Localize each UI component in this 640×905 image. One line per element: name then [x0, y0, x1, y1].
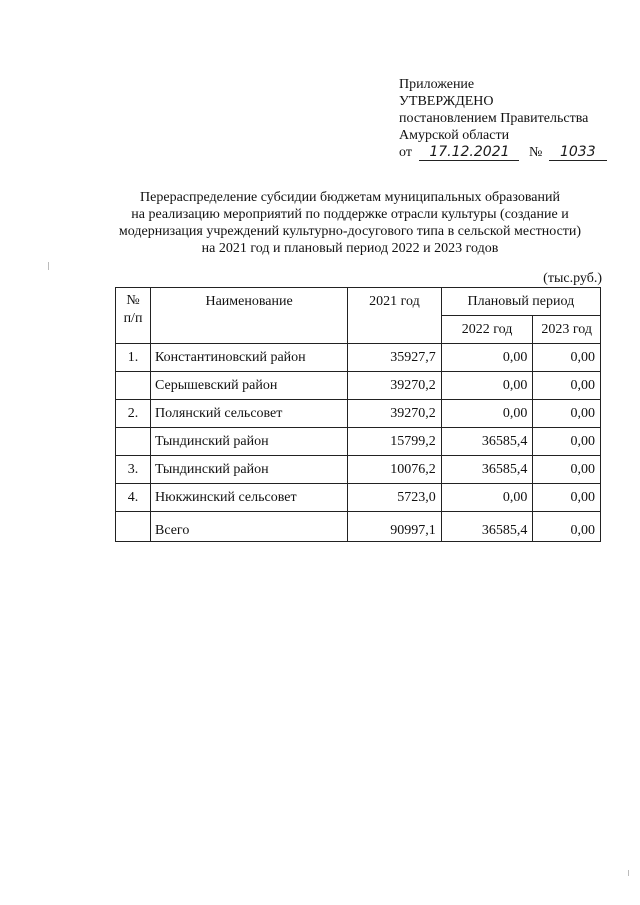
unit-label: (тыс.руб.) [543, 271, 602, 286]
handwritten-date: 17.12.2021 [419, 145, 519, 161]
row-num [116, 372, 151, 400]
row-2021: 5723,0 [348, 484, 442, 512]
total-2022: 36585,4 [441, 512, 533, 542]
row-2022: 0,00 [441, 484, 533, 512]
title-line-4: на 2021 год и плановый период 2022 и 2023 годов [201, 241, 499, 256]
total-2021: 90997,1 [348, 512, 442, 542]
table-row [116, 344, 601, 372]
table-row [116, 456, 601, 484]
row-2023: 0,00 [533, 372, 601, 400]
row-num: 3. [116, 456, 151, 484]
row-2023: 0,00 [533, 484, 601, 512]
approval-date-number [399, 144, 629, 161]
row-2021: 39270,2 [348, 400, 442, 428]
row-2022: 36585,4 [441, 456, 533, 484]
row-2021: 35927,7 [348, 344, 442, 372]
row-num: 1. [116, 344, 151, 372]
total-2023: 0,00 [533, 512, 601, 542]
row-2022: 0,00 [441, 400, 533, 428]
subsidy-table [115, 287, 601, 542]
number-prefix: № [528, 145, 543, 160]
table-total-row [116, 512, 601, 542]
approval-approved: УТВЕРЖДЕНО [399, 94, 494, 109]
table-row [116, 484, 601, 512]
header-name: Наименование [151, 288, 348, 344]
header-2021: 2021 год [348, 288, 442, 344]
scan-margin-mark [48, 262, 49, 270]
header-num-text: № п/п [123, 293, 143, 326]
header-planned-period: Плановый период [441, 288, 600, 316]
approval-region: Амурской области [399, 128, 510, 143]
title-line-1: Перераспределение субсидии бюджетам муниципальных образований [140, 190, 560, 205]
approval-appendix: Приложение [399, 77, 475, 92]
row-2023: 0,00 [533, 428, 601, 456]
row-2021: 39270,2 [348, 372, 442, 400]
row-name: Тындинский район [151, 456, 348, 484]
row-2021: 15799,2 [348, 428, 442, 456]
row-2023: 0,00 [533, 400, 601, 428]
row-num [116, 428, 151, 456]
row-name: Тындинский район [151, 428, 348, 456]
table-row [116, 372, 601, 400]
document-title [100, 189, 600, 257]
row-name: Константиновский район [151, 344, 348, 372]
row-2022: 0,00 [441, 372, 533, 400]
table-row [116, 428, 601, 456]
row-num: 2. [116, 400, 151, 428]
row-2022: 0,00 [441, 344, 533, 372]
row-name: Полянский сельсовет [151, 400, 348, 428]
row-2023: 0,00 [533, 456, 601, 484]
header-2023: 2023 год [533, 316, 601, 344]
row-name: Серышевский район [151, 372, 348, 400]
approval-resolution: постановлением Правительства [399, 111, 589, 126]
row-num: 4. [116, 484, 151, 512]
row-2021: 10076,2 [348, 456, 442, 484]
title-line-2: на реализацию мероприятий по поддержке отрасли культуры (создание и [131, 207, 569, 222]
title-line-3: модернизация учреждений культурно-досугового типа в сельской местности) [118, 224, 582, 239]
header-num [116, 288, 151, 344]
row-2023: 0,00 [533, 344, 601, 372]
date-prefix: от [399, 145, 412, 160]
row-2022: 36585,4 [441, 428, 533, 456]
approval-stamp [399, 76, 629, 161]
handwritten-number: 1033 [549, 145, 607, 161]
total-num [116, 512, 151, 542]
scan-margin-mark [628, 870, 629, 876]
table-row [116, 400, 601, 428]
header-2022: 2022 год [441, 316, 533, 344]
total-name: Всего [151, 512, 348, 542]
row-name: Нюкжинский сельсовет [151, 484, 348, 512]
